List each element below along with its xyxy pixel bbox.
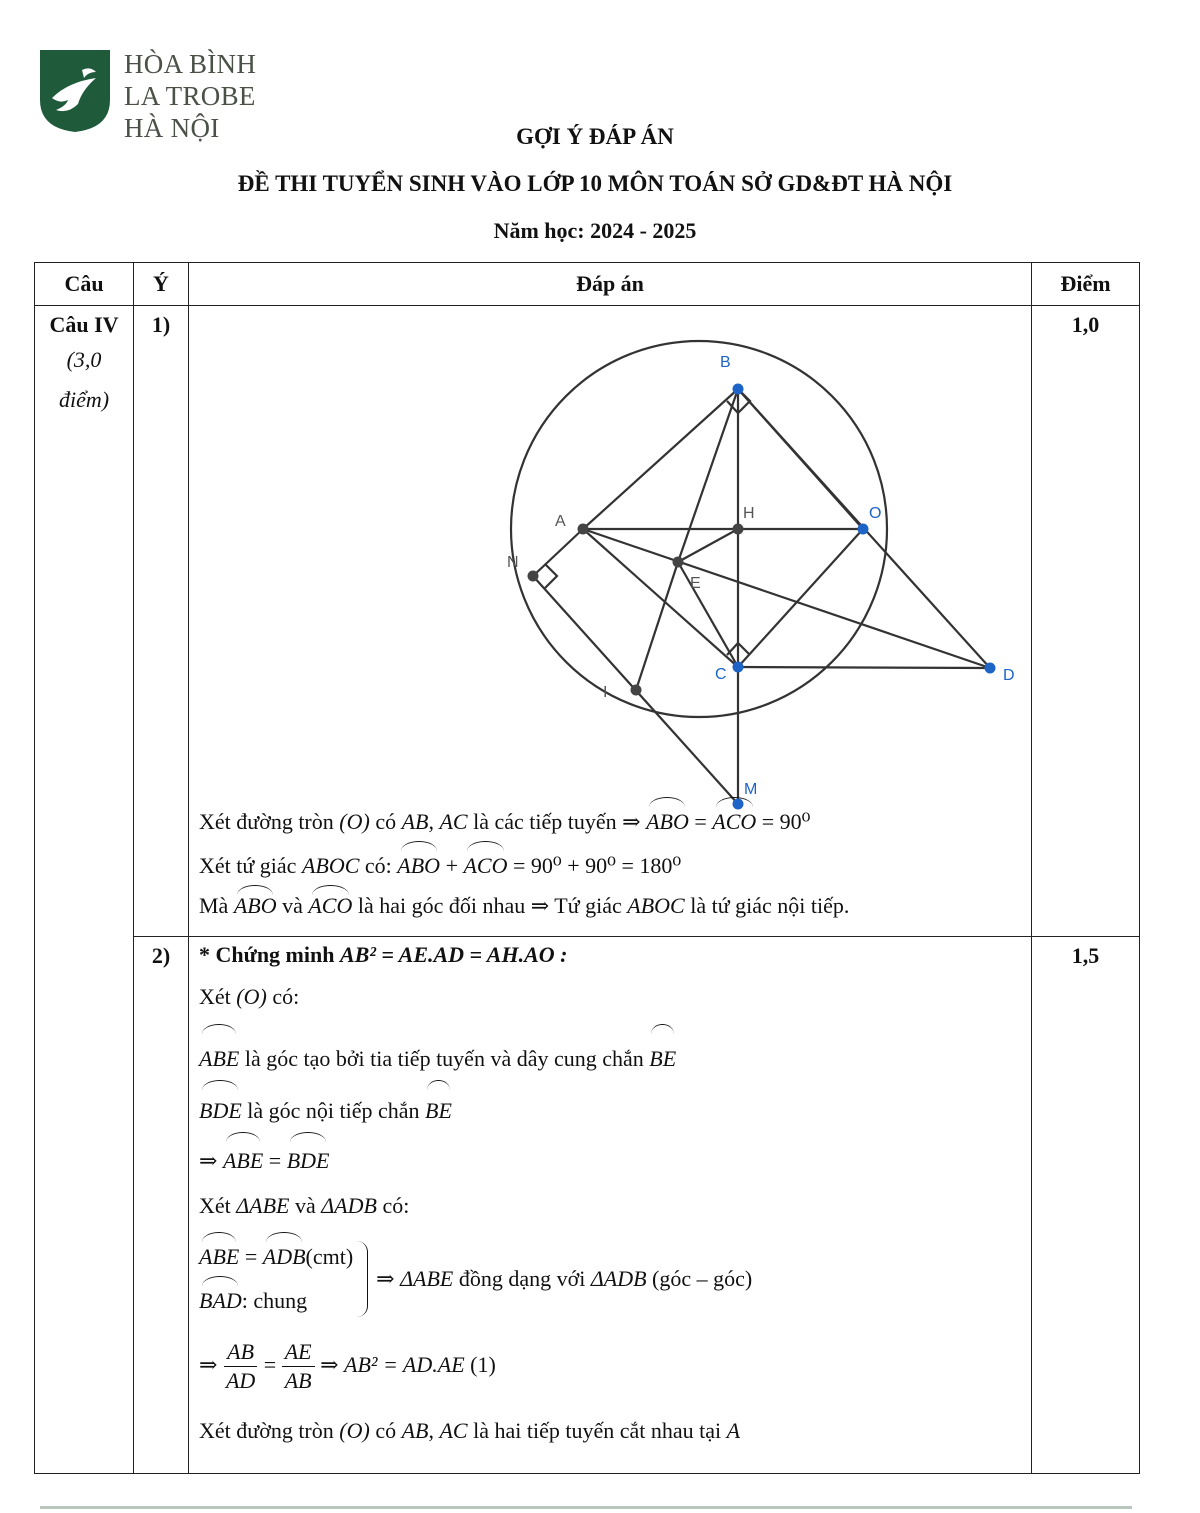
table-header-row bbox=[35, 263, 1140, 306]
segment-co bbox=[738, 529, 863, 667]
label-e: E bbox=[690, 575, 701, 592]
document-title: GỢI Ý ĐÁP ÁN bbox=[516, 124, 674, 149]
label-d: D bbox=[1003, 667, 1015, 684]
label-c: C bbox=[715, 666, 727, 683]
question-points-1: (3,0 bbox=[66, 347, 102, 372]
point-i bbox=[631, 685, 642, 696]
table-row bbox=[35, 306, 1140, 937]
label-n: N bbox=[507, 554, 519, 571]
segment-cd bbox=[738, 667, 990, 668]
part-2-answer bbox=[189, 937, 1032, 1474]
right-angle-n bbox=[545, 564, 557, 588]
part-label-cell bbox=[134, 306, 189, 937]
point-o bbox=[858, 524, 869, 535]
part-1-score-cell bbox=[1032, 306, 1140, 937]
point-b bbox=[733, 384, 744, 395]
p1-line-2: Xét tứ giác ABOC có: ABO + ACO = 90⁰ + 90⁰ = 180⁰ bbox=[199, 844, 1031, 888]
point-a bbox=[578, 524, 589, 535]
label-o: O bbox=[869, 505, 882, 522]
logo-line-1: HÒA BÌNH bbox=[124, 49, 257, 79]
question-cell bbox=[35, 306, 134, 1474]
p1-line-3: Mà ABO và ACO là hai góc đối nhau ⇒ Tứ giác ABOC là tứ giác nội tiếp. bbox=[199, 888, 1031, 924]
part-1-answer bbox=[189, 306, 1032, 937]
school-year: Năm học: 2024 - 2025 bbox=[493, 218, 697, 243]
part-2-score-cell bbox=[1032, 937, 1140, 1474]
p2-line-6: Xét ΔABE và ΔADB có: bbox=[199, 1193, 410, 1218]
geometry-figure bbox=[349, 324, 1015, 798]
brace-icon bbox=[357, 1241, 368, 1317]
logo-shield-icon bbox=[38, 48, 112, 134]
label-i: I bbox=[603, 684, 608, 701]
part-1-score: 1,0 bbox=[1071, 312, 1100, 337]
point-d bbox=[985, 663, 996, 674]
p2-line-1: * Chứng minh AB² = AE.AD = AH.AO : bbox=[199, 942, 568, 967]
segment-an bbox=[533, 529, 583, 576]
p2-line-7: ABE = ADB(cmt) BAD: chung ⇒ ΔABE đồng dạng với ΔADB (góc – góc) bbox=[199, 1229, 752, 1329]
footer-divider bbox=[40, 1506, 1132, 1509]
label-m: M bbox=[744, 781, 758, 798]
part-2-label: 2) bbox=[151, 943, 171, 968]
label-b: B bbox=[720, 354, 731, 371]
p2-line-3: ABE là góc tạo bởi tia tiếp tuyến và dây cung chắn BE bbox=[199, 1027, 1031, 1083]
p2-line-2: Xét (O) có: bbox=[199, 984, 300, 1009]
point-e bbox=[673, 557, 684, 568]
label-h: H bbox=[743, 505, 755, 522]
header-dap-an: Đáp án bbox=[189, 263, 1032, 306]
p2-line-4: BDE là góc nội tiếp chắn BE bbox=[199, 1083, 1031, 1135]
label-a: A bbox=[555, 513, 566, 530]
logo-line-3: HÀ NỘI bbox=[124, 113, 220, 143]
part-label-cell bbox=[134, 937, 189, 1474]
segment-ad bbox=[583, 529, 990, 668]
logo-line-2: LA TROBE bbox=[124, 81, 256, 111]
point-c bbox=[733, 662, 744, 673]
header-y: Ý bbox=[134, 263, 189, 306]
question-points-2: điểm) bbox=[58, 387, 110, 412]
question-name: Câu IV bbox=[49, 312, 119, 337]
p2-line-8: ⇒ $\frac{AB}{AD}$ = $\frac{AE}{AB}$ ⇒ AB² = AD.AE (1) bbox=[199, 1339, 496, 1394]
segment-ac bbox=[583, 529, 738, 667]
header-cau: Câu bbox=[35, 263, 134, 306]
p2-line-9: Xét đường tròn (O) có AB, AC là hai tiếp tuyến cắt nhau tại A bbox=[199, 1418, 741, 1443]
header-diem: Điểm bbox=[1032, 263, 1140, 306]
answer-table bbox=[34, 262, 1140, 1474]
p2-line-5: ⇒ ABE = BDE bbox=[199, 1135, 1031, 1183]
part-1-label: 1) bbox=[151, 312, 171, 337]
table-row bbox=[35, 937, 1140, 1474]
part-2-score: 1,5 bbox=[1071, 943, 1100, 968]
point-n bbox=[528, 571, 539, 582]
p1-line-1: Xét đường tròn (O) có AB, AC là các tiếp tuyến ⇒ ABO = ACO = 90⁰ bbox=[199, 800, 1031, 844]
point-h bbox=[733, 524, 744, 535]
document-subtitle: ĐỀ THI TUYỂN SINH VÀO LỚP 10 MÔN TOÁN SỞ GD&ĐT HÀ NỘI bbox=[237, 171, 953, 196]
